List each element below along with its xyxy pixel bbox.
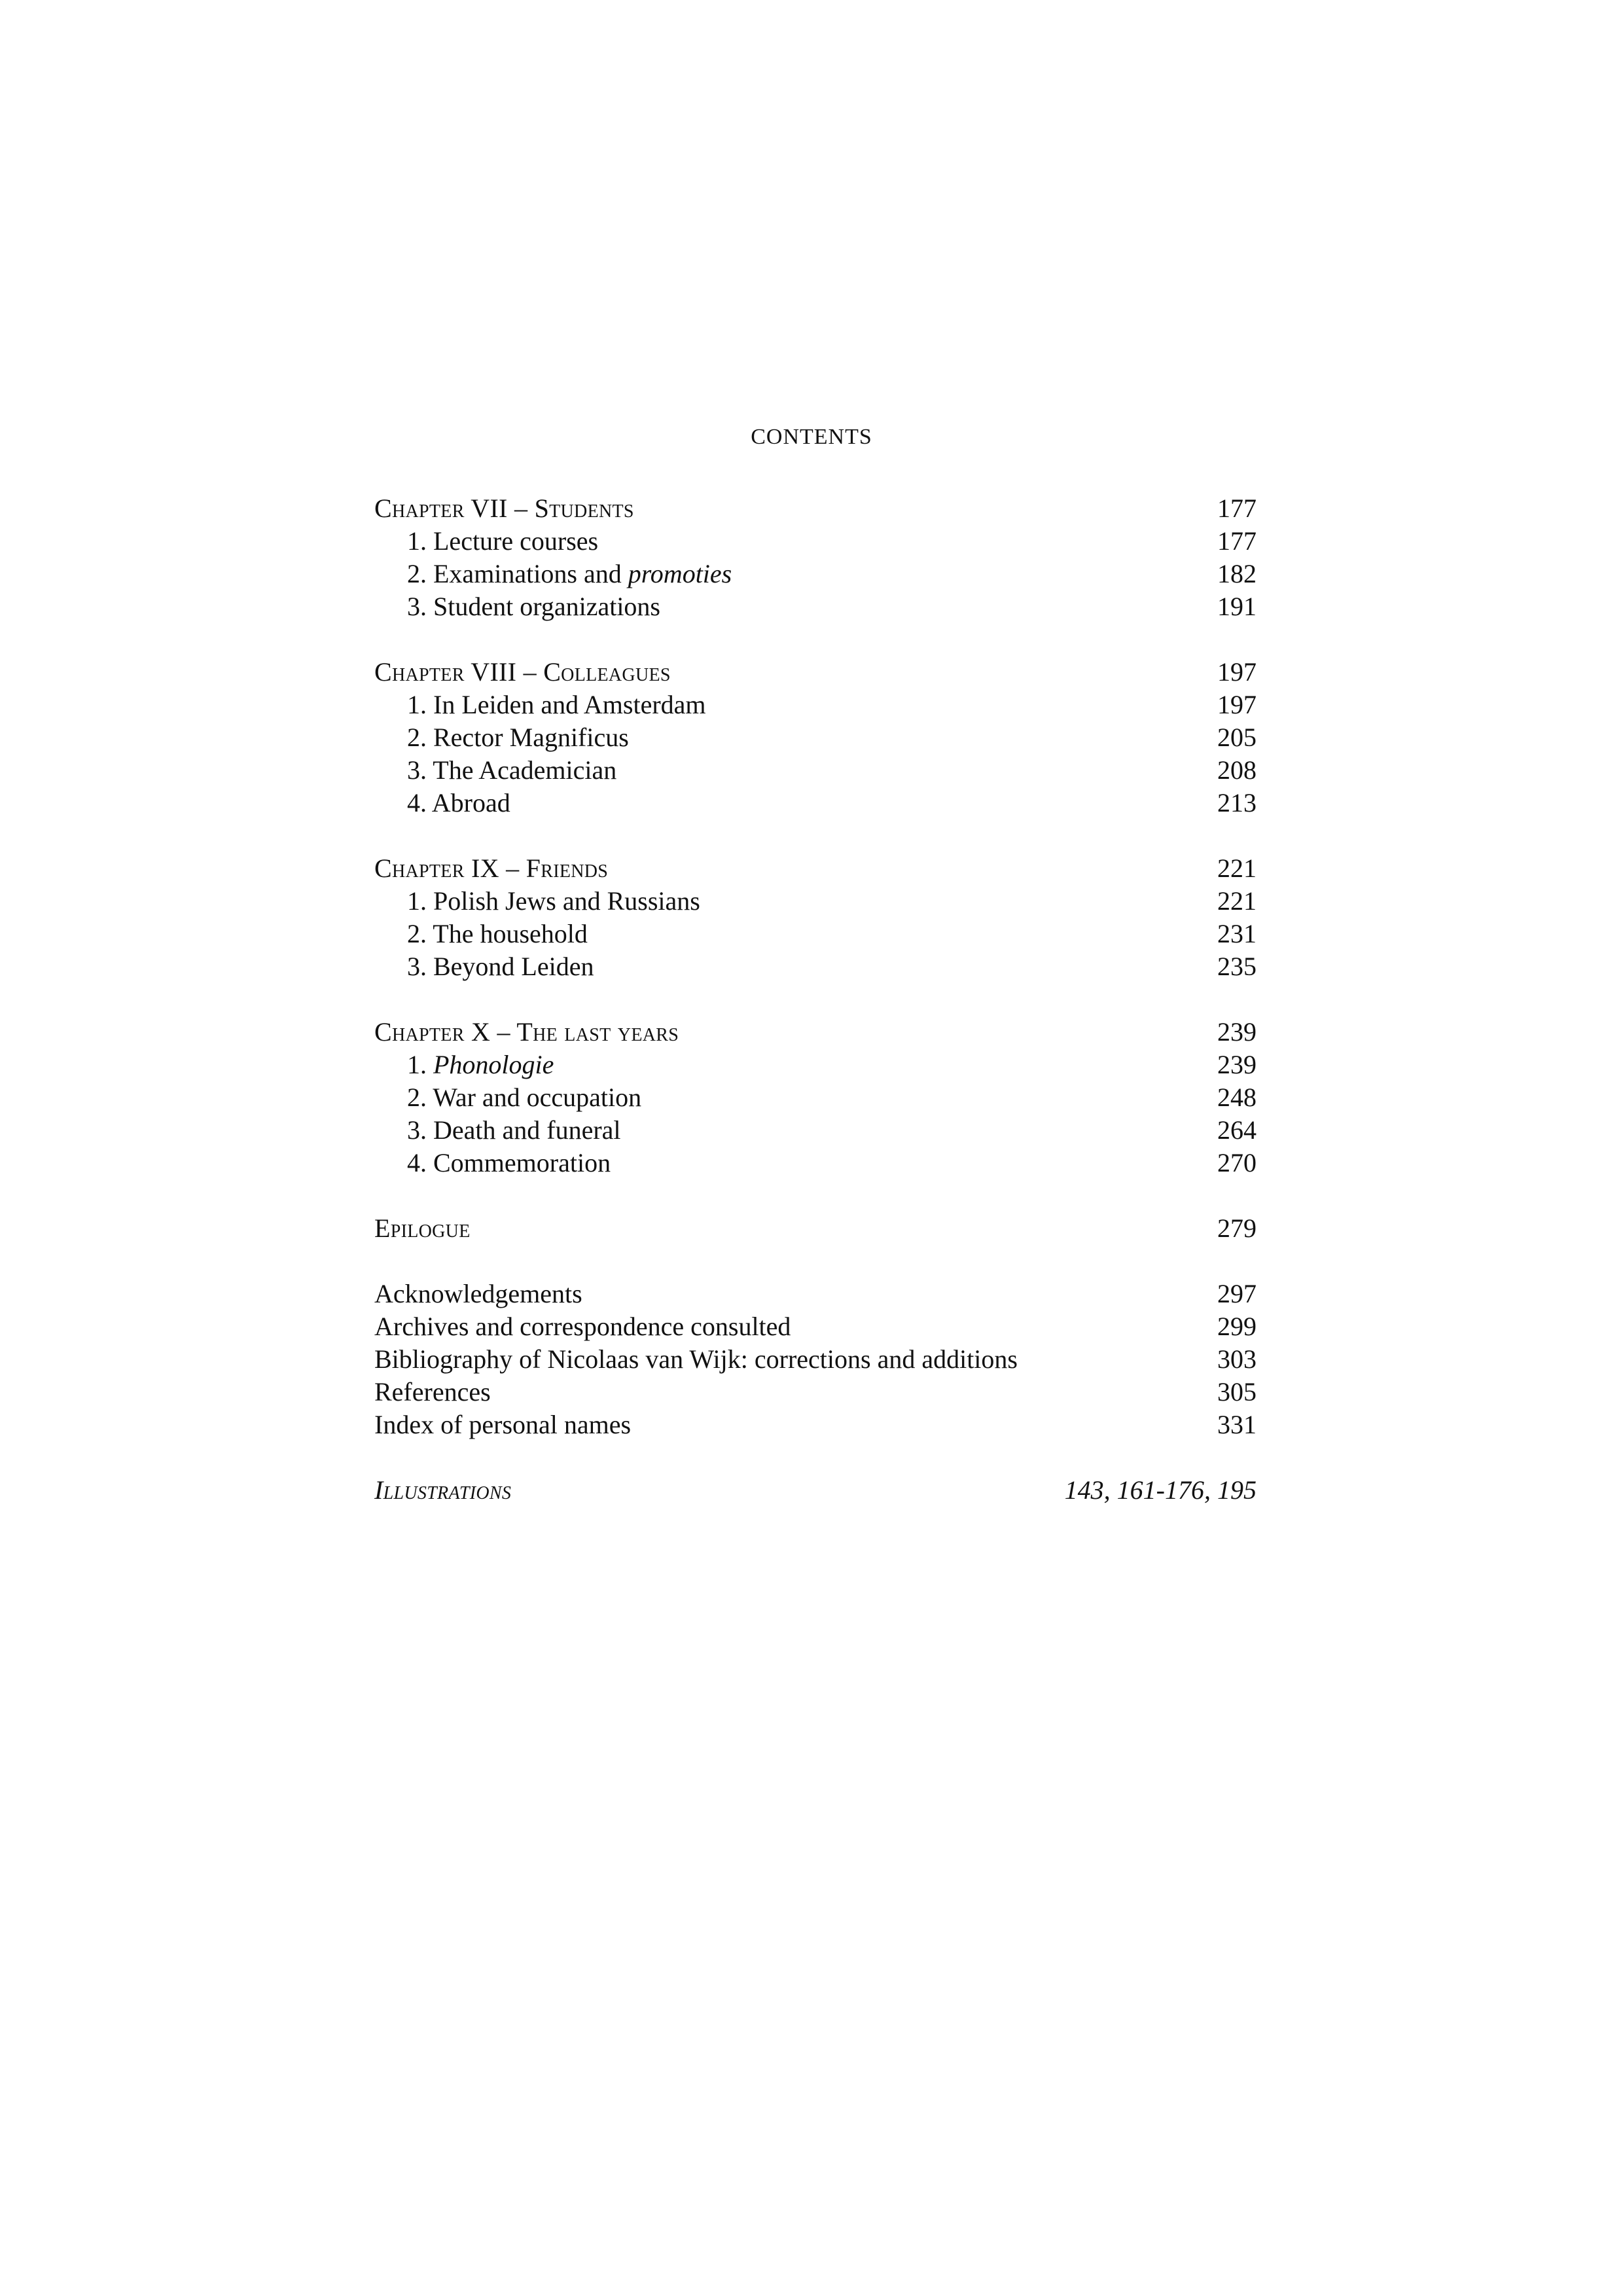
back-matter-entry[interactable] [374,1310,1257,1343]
entry-label: The household [433,919,588,948]
entry-number: 2. [407,1083,427,1112]
chapter-page: 221 [1217,853,1257,883]
entry-number: 3. [407,952,427,981]
entry-label: Archives and correspondence consulted [374,1312,791,1341]
entry-label: Death and funeral [433,1115,621,1145]
entry-label: War and occupation [433,1083,642,1112]
entry-page: 191 [1217,592,1257,621]
entry-number: 3. [407,755,427,785]
entry-page: 182 [1217,559,1257,588]
entry-label: In Leiden and Amsterdam [433,690,706,719]
entry-label: Acknowledgements [374,1279,582,1308]
entry-title [374,885,700,918]
toc-entry[interactable] [374,950,1257,983]
entry-title [374,1049,554,1081]
entry-label: Polish Jews and Russians [433,886,700,916]
chapter-title: Chapter VII – Students [374,493,634,523]
entry-title [374,950,594,983]
toc-entry[interactable] [374,1114,1257,1147]
entry-number: 1. [407,1050,427,1079]
epilogue-page: 279 [1217,1213,1257,1243]
chapter-page: 239 [1217,1017,1257,1047]
entry-label: Abroad [431,788,510,817]
chapter-heading-viii[interactable] [374,656,1257,689]
toc-entry[interactable] [374,885,1257,918]
entry-title [374,590,660,623]
entry-title [374,1081,641,1114]
entry-label: Rector Magnificus [433,723,629,752]
entry-number: 4. [407,1148,427,1177]
toc-entry[interactable] [374,754,1257,787]
entry-label: The Academician [433,755,617,785]
toc-entry[interactable] [374,1081,1257,1114]
epilogue-title: Epilogue [374,1213,471,1243]
entry-page: 270 [1217,1148,1257,1177]
entry-label: Student organizations [433,592,660,621]
entry-number: 2. [407,919,427,948]
chapter-heading-vii[interactable] [374,492,1257,525]
entry-number: 1. [407,690,427,719]
chapter-title: Chapter VIII – Colleagues [374,657,671,687]
toc-entry[interactable] [374,590,1257,623]
entry-title [374,1114,621,1147]
entry-label-italic: Phonologie [433,1050,554,1079]
chapter-page: 197 [1217,657,1257,687]
back-matter-entry[interactable] [374,1408,1257,1441]
entry-title [374,721,629,754]
entry-number: 4. [407,788,427,817]
chapter-heading-x[interactable] [374,1016,1257,1049]
entry-page: 305 [1217,1377,1257,1407]
entry-label: Commemoration [433,1148,611,1177]
entry-page: 177 [1217,526,1257,556]
epilogue-heading[interactable] [374,1212,1257,1245]
entry-page: 239 [1217,1050,1257,1079]
entry-label-italic: promoties [628,559,732,588]
chapter-section-viii [374,656,1257,819]
entry-title [374,525,598,558]
back-matter-entry[interactable] [374,1278,1257,1310]
entry-page: 299 [1217,1312,1257,1341]
toc-entry[interactable] [374,558,1257,590]
chapter-section-x [374,1016,1257,1179]
page-title: CONTENTS [751,425,872,449]
chapter-title: Chapter X – The last years [374,1017,679,1047]
chapter-page: 177 [1217,493,1257,523]
entry-label: Bibliography of Nicolaas van Wijk: corrections and additions [374,1344,1018,1374]
toc-entry[interactable] [374,787,1257,819]
toc-entry[interactable] [374,689,1257,721]
illustrations-title: Illustrations [374,1475,512,1505]
entry-page: 231 [1217,919,1257,948]
toc-entry[interactable] [374,918,1257,950]
entry-title [374,689,706,721]
back-matter-entry[interactable] [374,1376,1257,1408]
entry-number: 3. [407,592,427,621]
entry-page: 197 [1217,690,1257,719]
entry-number: 2. [407,559,427,588]
entry-page: 297 [1217,1279,1257,1308]
entry-label: References [374,1377,491,1407]
chapter-section-vii [374,492,1257,623]
illustrations-pages: 143, 161-176, 195 [1064,1475,1257,1505]
entry-label: Examinations and [433,559,622,588]
entry-label: Lecture courses [433,526,599,556]
illustrations-section [374,1474,1257,1507]
entry-page: 264 [1217,1115,1257,1145]
entry-page: 248 [1217,1083,1257,1112]
entry-title [374,1147,611,1179]
epilogue-section [374,1212,1257,1245]
entry-page: 331 [1217,1410,1257,1439]
entry-title [374,558,732,590]
toc-entry[interactable] [374,1049,1257,1081]
entry-label: Beyond Leiden [433,952,594,981]
entry-number: 1. [407,886,427,916]
entry-page: 303 [1217,1344,1257,1374]
entry-page: 208 [1217,755,1257,785]
entry-page: 205 [1217,723,1257,752]
entry-page: 221 [1217,886,1257,916]
toc-entry[interactable] [374,721,1257,754]
entry-title [374,754,616,787]
toc-entry[interactable] [374,1147,1257,1179]
entry-page: 213 [1217,788,1257,817]
entry-title [374,787,510,819]
chapter-title: Chapter IX – Friends [374,853,609,883]
entry-number: 1. [407,526,427,556]
chapter-section-ix [374,852,1257,983]
chapter-heading-ix[interactable] [374,852,1257,885]
back-matter-entry[interactable] [374,1343,1257,1376]
entry-label: Index of personal names [374,1410,632,1439]
back-matter-section [374,1278,1257,1441]
table-of-contents [374,492,1257,1539]
entry-title [374,918,588,950]
toc-entry[interactable] [374,525,1257,558]
entry-number: 2. [407,723,427,752]
entry-number: 3. [407,1115,427,1145]
entry-page: 235 [1217,952,1257,981]
illustrations-heading[interactable] [374,1474,1257,1507]
